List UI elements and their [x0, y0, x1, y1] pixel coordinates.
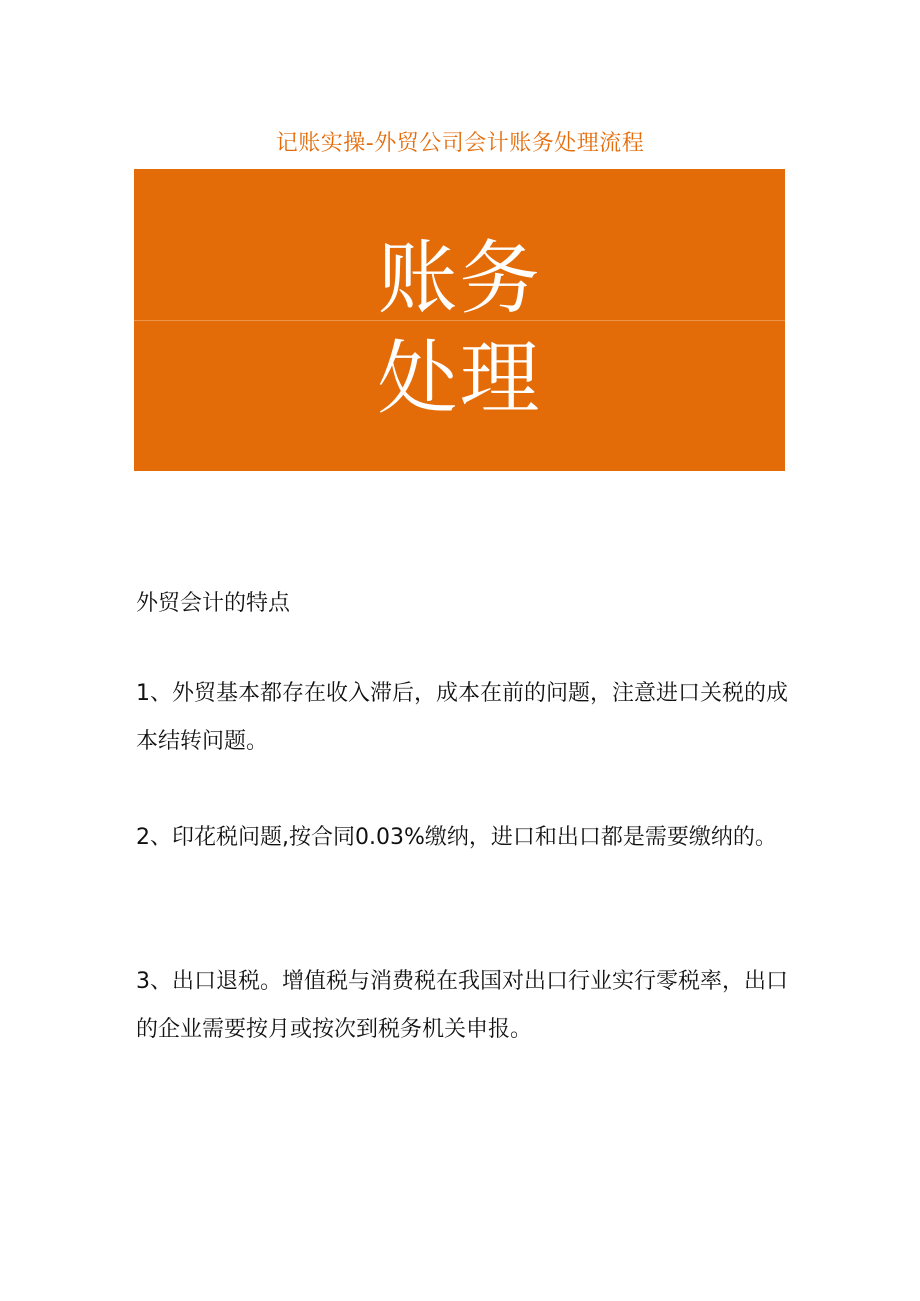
banner-text-line-2: 处理 [377, 332, 542, 425]
banner-text-line-1: 账务 [377, 232, 542, 325]
section-heading: 外贸会计的特点 [136, 591, 291, 616]
cover-banner [134, 169, 785, 471]
banner-divider [134, 320, 785, 321]
paragraph-3: 3、出口退税。增值税与消费税在我国对出口行业实行零税率，出口的企业需要按月或按次到税务机关申报。 [136, 969, 788, 1042]
paragraph-2: 2、印花税问题,按合同0.03%缴纳，进口和出口都是需要缴纳的。 [136, 825, 777, 850]
paragraph-1: 1、外贸基本都存在收入滞后，成本在前的问题，注意进口关税的成本结转问题。 [136, 681, 788, 754]
document-title: 记账实操-外贸公司会计账务处理流程 [275, 131, 645, 156]
